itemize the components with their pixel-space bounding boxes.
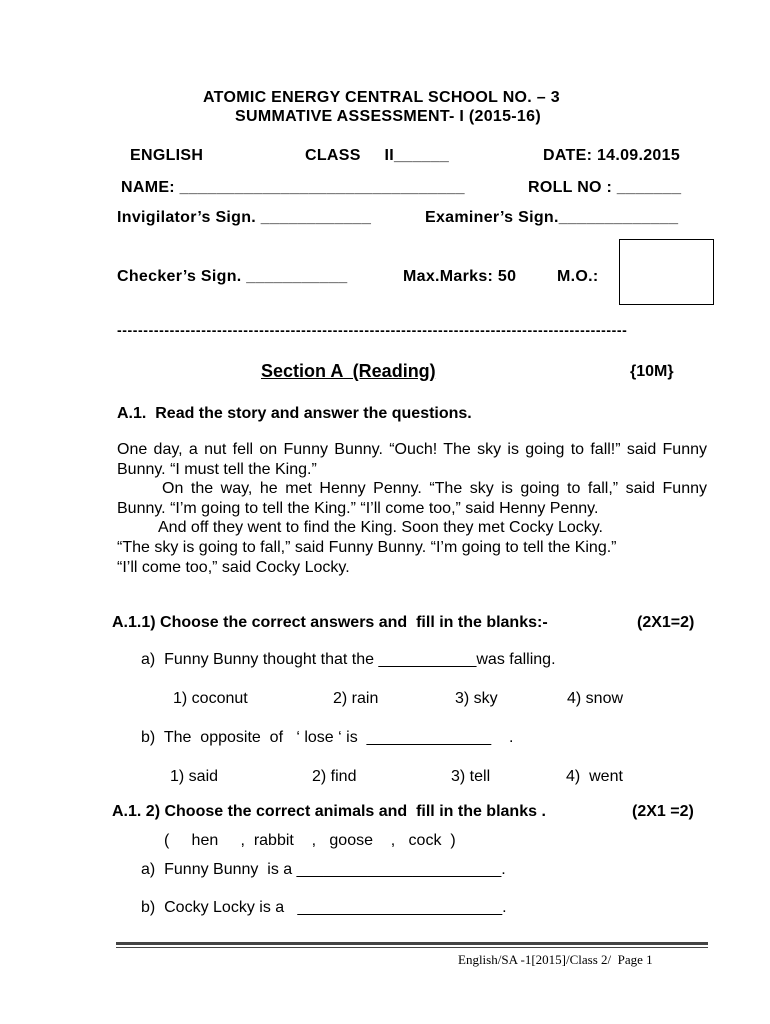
q2-heading: A.1. 2) Choose the correct animals and fill in the blanks . [112,803,546,820]
q1-a-question: a) Funny Bunny thought that the ___________was falling. [141,651,556,668]
reading-passage [117,440,707,577]
mo-label: M.O.: [557,268,599,285]
q1-a-option-1: 1) coconut [173,690,248,707]
q1-b-option-2: 2) find [312,768,357,785]
school-title: ATOMIC ENERGY CENTRAL SCHOOL NO. – 3 [203,89,560,106]
name-field: NAME: _______________________________ [121,179,465,196]
story-paragraph-3: And off they went to find the King. Soon they met Cocky Locky. [158,519,603,537]
q1-a-option-2: 2) rain [333,690,379,707]
q1-b-question: b) The opposite of ‘ lose ‘ is ______________ . [141,729,514,746]
story-paragraph-1: One day, a nut fell on Funny Bunny. “Ouch! The sky is going to fall!” said Funny Bunny. “I must tell the King.” [117,441,707,478]
a1-instruction: A.1. Read the story and answer the questions. [117,405,472,422]
q1-b-option-4: 4) went [566,768,623,785]
dashed-divider: ------------------------------------------------------------------------------------------------- [117,322,628,338]
footer-rule-thin [116,947,708,948]
q1-b-option-3: 3) tell [451,768,491,785]
q1-a-option-3: 3) sky [455,690,498,707]
date-label: DATE: 14.09.2015 [543,147,681,164]
word-bank: ( hen , rabbit , goose , cock ) [164,832,456,849]
q2-a-question: a) Funny Bunny is a _______________________. [141,861,506,878]
checker-sign-field: Checker’s Sign. ___________ [117,268,348,285]
roll-number-field: ROLL NO : _______ [528,179,682,196]
class-field: CLASS II______ [305,147,450,164]
marks-obtained-box [619,239,714,305]
examiner-sign-field: Examiner’s Sign._____________ [425,209,679,226]
section-marks: {10M} [630,363,674,380]
q1-marks: (2X1=2) [637,614,695,631]
exam-title: SUMMATIVE ASSESSMENT- I (2015-16) [235,108,541,125]
q1-a-option-4: 4) snow [567,690,624,707]
q1-b-option-1: 1) said [170,768,219,785]
q2-b-question: b) Cocky Locky is a _______________________. [141,899,507,916]
story-paragraph-4: “The sky is going to fall,” said Funny Bunny. “I’m going to tell the King.” [117,538,617,556]
page-footer: English/SA -1[2015]/Class 2/ Page 1 [458,952,653,967]
subject-label: ENGLISH [130,147,204,164]
section-title: Section A (Reading) [261,361,436,381]
story-paragraph-5: “I’ll come too,” said Cocky Locky. [117,558,350,576]
invigilator-sign-field: Invigilator’s Sign. ____________ [117,209,372,226]
q2-marks: (2X1 =2) [632,803,694,820]
max-marks-label: Max.Marks: 50 [403,268,517,285]
footer-rule-thick [116,942,708,945]
q1-heading: A.1.1) Choose the correct answers and fill in the blanks:- [112,614,548,631]
story-paragraph-2: On the way, he met Henny Penny. “The sky is going to fall,” said Funny Bunny. “I’m going to tell the King.” “I’ll come too,” said Henny Penny. [117,480,707,517]
